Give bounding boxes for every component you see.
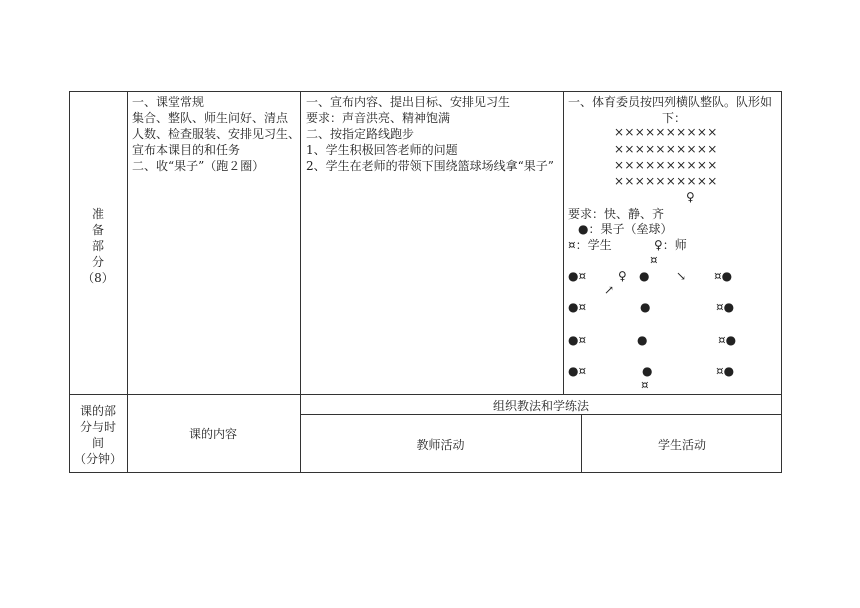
legend-student: ¤：学生 <box>568 238 612 252</box>
diagram-row3-left: ●¤ <box>568 333 587 347</box>
table-border-top <box>69 91 782 92</box>
diagram-top-student: ¤ <box>650 253 658 267</box>
section-time-line: 课的部 <box>79 404 116 418</box>
student-intro-1: 一、体育委员按四列横队整队。队形如 <box>568 95 773 109</box>
student-activity-header: 学生活动 <box>657 438 706 452</box>
prep-label-line: 分 <box>91 255 104 269</box>
section-time-line: （分钟） <box>73 452 122 466</box>
diagram-row4-ball: ● <box>642 364 653 378</box>
diagram-row3-ball: ● <box>637 333 648 347</box>
col-divider-1 <box>127 91 128 473</box>
teacher-line: 要求：声音洪亮、精神饱满 <box>306 111 451 125</box>
diagram-row1-right: ¤● <box>714 269 733 283</box>
diagram-row4-right: ¤● <box>716 364 735 378</box>
section-time-line: 分与时 <box>79 420 116 434</box>
method-header-divider <box>300 414 782 415</box>
teacher-activity-header: 教师活动 <box>416 438 465 452</box>
method-header: 组织教法和学练法 <box>492 399 589 413</box>
diagram-row2-ball: ● <box>640 300 651 314</box>
diagram-arrow-up-right: ↗ <box>604 283 615 297</box>
prep-content-line: 集合、整队、师生问好、清点 <box>132 111 289 125</box>
formation-row-1: ×××××××××× <box>614 125 718 139</box>
formation-row-3: ×××××××××× <box>614 158 718 172</box>
prep-label-line: 准 <box>91 207 104 221</box>
section-time-label <box>69 403 127 467</box>
prep-content <box>132 94 300 174</box>
table-divider-header <box>69 394 782 395</box>
diagram-bottom-student: ¤ <box>641 378 649 392</box>
teacher-line: 一、宣布内容、提出目标、安排见习生 <box>306 95 511 109</box>
formation-row-4: ×××××××××× <box>614 174 718 188</box>
table-border-right <box>781 91 782 473</box>
legend-teacher: ♀：师 <box>654 238 687 252</box>
prep-label-line: 备 <box>91 223 104 237</box>
diagram-row1-left: ●¤ <box>568 269 587 283</box>
legend-ball: ●：果子（垒球） <box>578 222 673 236</box>
teacher-line: 二、按指定路线跑步 <box>306 127 415 141</box>
requirement-text: 要求：快、静、齐 <box>568 207 665 221</box>
prep-content-line: 一、课堂常规 <box>132 95 205 109</box>
prep-label-line: 部 <box>91 239 104 253</box>
prep-content-line: 人数、检查服装、安排见习生、 <box>132 127 301 141</box>
diagram-row1-teacher: ♀ <box>618 269 627 283</box>
table-border-bottom <box>69 472 782 473</box>
diagram-row2-left: ●¤ <box>568 300 587 314</box>
col-divider-2 <box>300 91 301 473</box>
diagram-row1-ball: ● <box>639 269 650 283</box>
diagram-arrow-down-right: ↘ <box>676 269 687 283</box>
student-intro-2: 下： <box>662 111 687 125</box>
prep-content-line: 二、收“果子”（跑２圈） <box>132 159 265 173</box>
teacher-line: 2、学生在老师的带领下围绕篮球场线拿“果子” <box>306 159 554 173</box>
diagram-row4-left: ●¤ <box>568 364 587 378</box>
prep-teacher-activity <box>306 94 554 174</box>
col-divider-3-upper <box>563 91 564 395</box>
diagram-row2-right: ¤● <box>716 300 735 314</box>
prep-content-line: 宣布本课目的和任务 <box>132 143 241 157</box>
prep-section-label <box>69 206 127 286</box>
prep-label-line: （8） <box>82 271 114 285</box>
teacher-line: 1、学生积极回答老师的问题 <box>306 143 458 157</box>
section-time-line: 间 <box>91 436 104 450</box>
diagram-row3-right: ¤● <box>718 333 737 347</box>
formation-row-2: ×××××××××× <box>614 142 718 156</box>
content-header: 课的内容 <box>188 427 237 441</box>
teacher-symbol: ♀ <box>686 190 695 204</box>
